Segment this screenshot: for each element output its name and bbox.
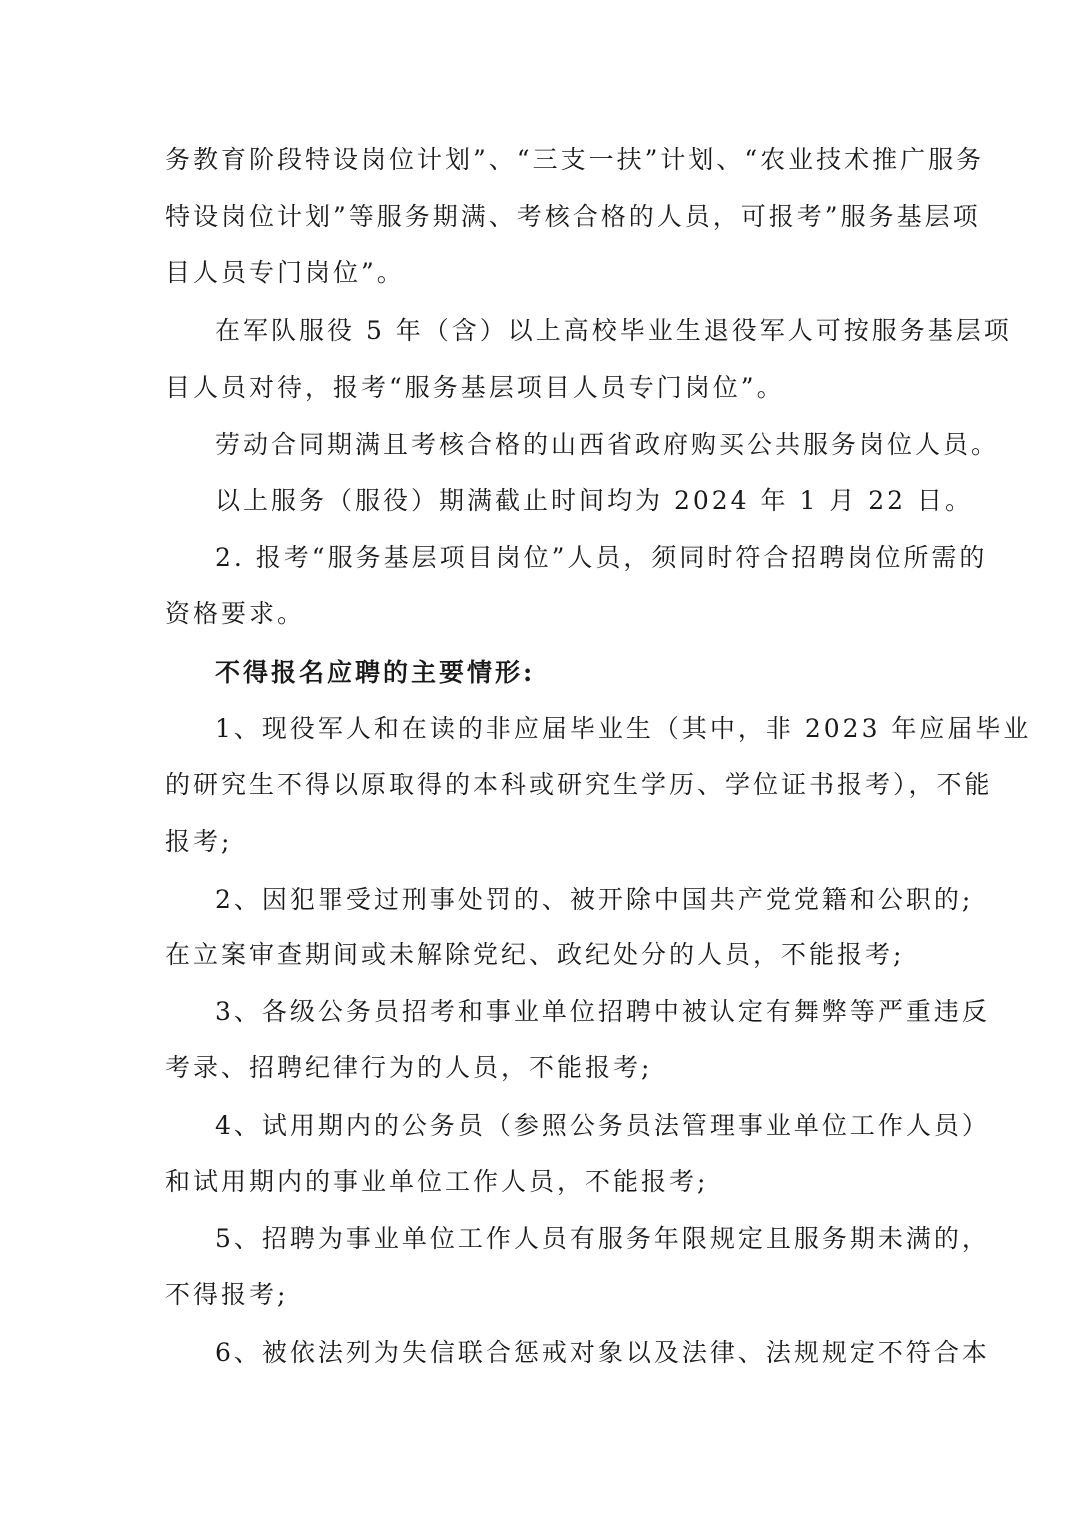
text-line: 目人员对待，报考“服务基层项目人员专门岗位”。 bbox=[165, 373, 785, 402]
text-line: 5、招聘为事业单位工作人员有服务年限规定且服务期未满的， bbox=[215, 1224, 990, 1253]
text-line: 务教育阶段特设岗位计划”、“三支一扶”计划、“农业技术推广服务 bbox=[165, 145, 985, 174]
text-line: 考录、招聘纪律行为的人员，不能报考; bbox=[165, 1053, 653, 1082]
text-line: 不得报考; bbox=[165, 1280, 289, 1309]
text-line: 2、因犯罪受过刑事处罚的、被开除中国共产党党籍和公职的; bbox=[215, 885, 974, 914]
text-line: 资格要求。 bbox=[165, 599, 306, 628]
text-line: 以上服务（服役）期满截止时间均为 2024 年 1 月 22 日。 bbox=[215, 486, 974, 515]
text-line: 6、被依法列为失信联合惩戒对象以及法律、法规规定不符合本 bbox=[215, 1338, 990, 1367]
text-line: 4、试用期内的公务员（参照公务员法管理事业单位工作人员） bbox=[215, 1111, 990, 1140]
text-line: 2. 报考“服务基层项目岗位”人员，须同时符合招聘岗位所需的 bbox=[215, 543, 988, 572]
text-line: 在军队服役 5 年（含）以上高校毕业生退役军人可按服务基层项 bbox=[215, 316, 1012, 345]
text-line: 特设岗位计划”等服务期满、考核合格的人员，可报考”服务基层项 bbox=[165, 202, 981, 231]
section-heading: 不得报名应聘的主要情形: bbox=[215, 658, 536, 687]
text-line: 的研究生不得以原取得的本科或研究生学历、学位证书报考），不能 bbox=[165, 770, 993, 799]
text-line: 3、各级公务员招考和事业单位招聘中被认定有舞弊等严重违反 bbox=[215, 997, 990, 1026]
text-line: 目人员专门岗位”。 bbox=[165, 258, 405, 287]
text-line: 劳动合同期满且考核合格的山西省政府购买公共服务岗位人员。 bbox=[215, 430, 1000, 459]
text-line: 和试用期内的事业单位工作人员，不能报考; bbox=[165, 1167, 709, 1196]
text-line: 在立案审查期间或未解除党纪、政纪处分的人员，不能报考; bbox=[165, 940, 905, 969]
text-line: 报考; bbox=[165, 827, 233, 856]
text-line: 1、现役军人和在读的非应届毕业生（其中，非 2023 年应届毕业 bbox=[215, 714, 1032, 743]
